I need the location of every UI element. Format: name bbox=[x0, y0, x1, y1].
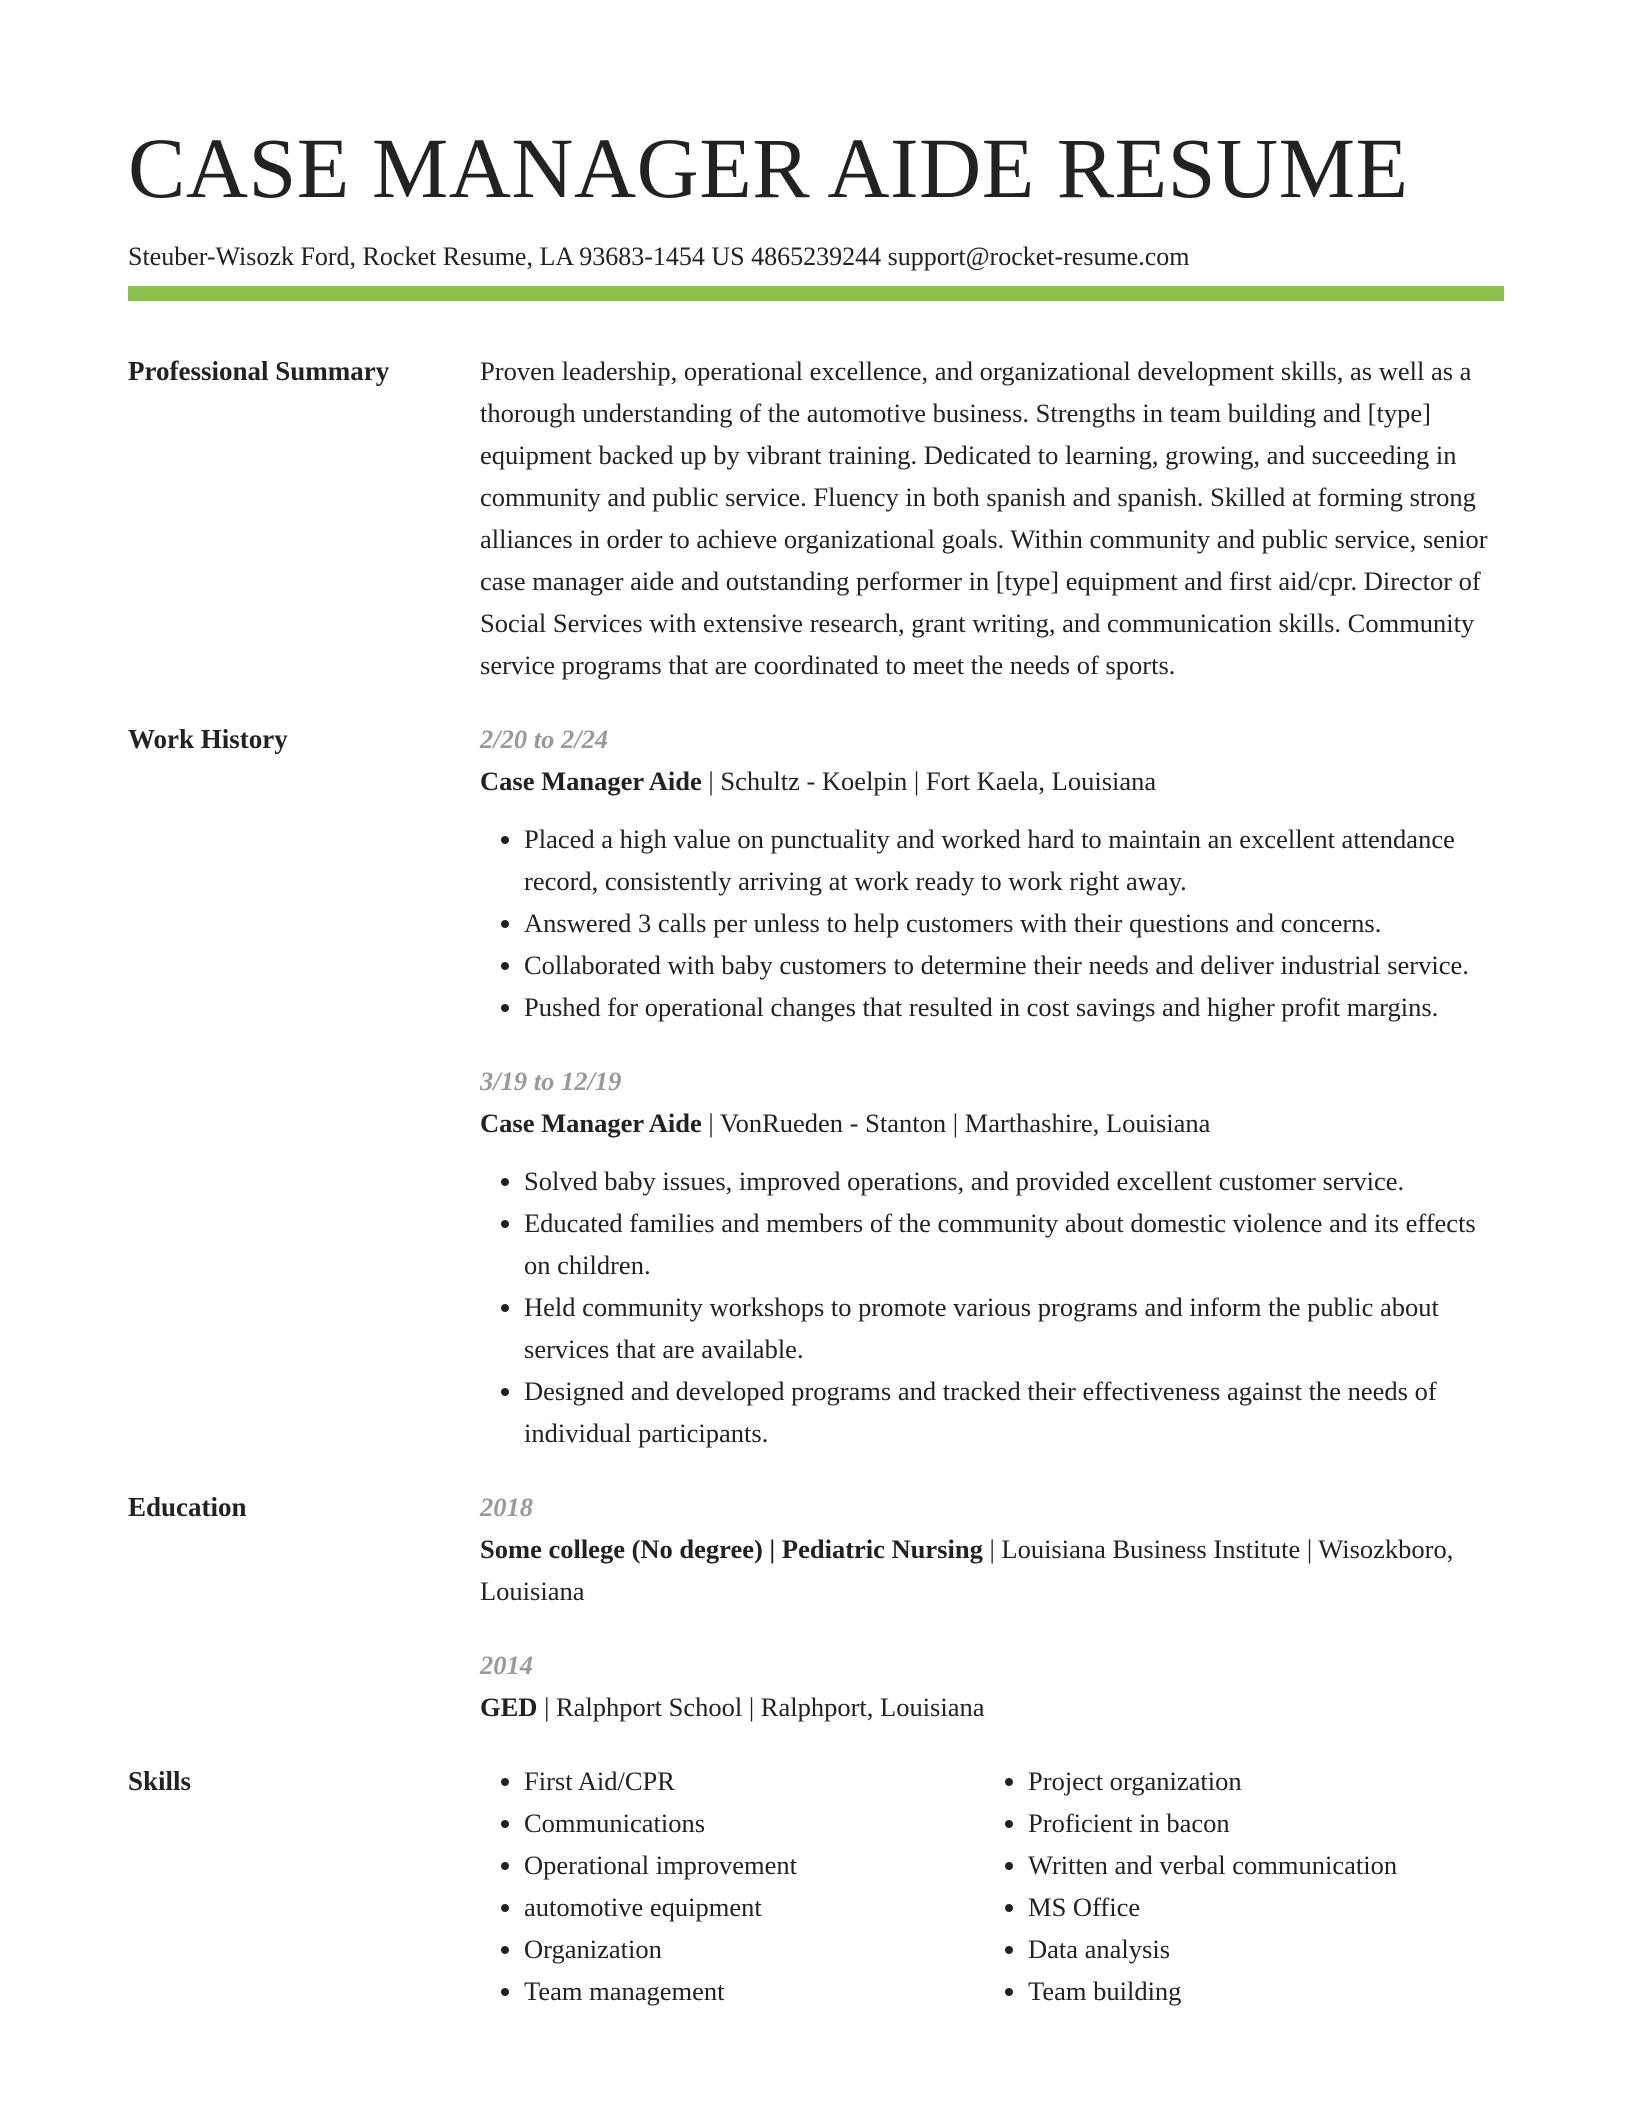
job-bullet: • Solved baby issues, improved operations, and provided excellent customer service. bbox=[524, 1160, 1504, 1202]
education-heading: Education bbox=[128, 1492, 247, 1522]
job-bullet: • Designed and developed programs and tracked their effectiveness against the needs of individual participants. bbox=[524, 1370, 1504, 1454]
job-dates: 3/19 to 12/19 bbox=[480, 1066, 622, 1096]
job-header bbox=[480, 760, 1504, 802]
education-entry bbox=[480, 1644, 1504, 1728]
work-history-body bbox=[480, 718, 1504, 1454]
job-bullet: • Held community workshops to promote various programs and inform the public about services that are available. bbox=[524, 1286, 1504, 1370]
skill-item: • MS Office bbox=[1028, 1886, 1488, 1928]
job-bullet: • Placed a high value on punctuality and worked hard to maintain an excellent attendance record, consistently arriving at work ready to work right away. bbox=[524, 818, 1504, 902]
job-details: | Schultz - Koelpin | Fort Kaela, Louisiana bbox=[701, 766, 1157, 796]
job-header bbox=[480, 1102, 1504, 1144]
job-dates: 2/20 to 2/24 bbox=[480, 724, 609, 754]
skills-list bbox=[480, 1760, 984, 2012]
education-degree: Some college (No degree) | Pediatric Nursing bbox=[480, 1534, 983, 1564]
education-year: 2018 bbox=[480, 1492, 533, 1522]
summary-text: Proven leadership, operational excellence, and organizational development skills, as well as a thorough understanding of the automotive business. Strengths in team building and [type] equipment backed up by vibrant training. Dedicated to learning, growing, and succeeding in community and public service. Fluency in both spanish and spanish. Skilled at forming strong alliances in order to achieve organizational goals. Within community and public service, senior case manager aide and outstanding performer in [type] equipment and first aid/cpr. Director of Social Services with extensive research, grant writing, and communication skills. Community service programs that are coordinated to meet the needs of sports. bbox=[480, 356, 1488, 680]
education-header bbox=[480, 1528, 1504, 1612]
work-history-section bbox=[128, 718, 1504, 1454]
education-degree: GED bbox=[480, 1692, 538, 1722]
skill-item: • Operational improvement bbox=[524, 1844, 984, 1886]
skill-item: • Written and verbal communication bbox=[1028, 1844, 1488, 1886]
skills-list bbox=[984, 1760, 1488, 2012]
summary-body bbox=[480, 350, 1504, 686]
resume-sections bbox=[128, 350, 1504, 2012]
summary-section bbox=[128, 350, 1504, 686]
job-details: | VonRueden - Stanton | Marthashire, Louisiana bbox=[701, 1108, 1211, 1138]
resume-title: CASE MANAGER AIDE RESUME bbox=[128, 120, 1409, 216]
skill-item: • Proficient in bacon bbox=[1028, 1802, 1488, 1844]
education-section bbox=[128, 1486, 1504, 1728]
skill-item: • automotive equipment bbox=[524, 1886, 984, 1928]
education-header bbox=[480, 1686, 1504, 1728]
skill-item: • Organization bbox=[524, 1928, 984, 1970]
job-bullets bbox=[480, 818, 1504, 1028]
skills-section bbox=[128, 1760, 1504, 2012]
skill-item: • Data analysis bbox=[1028, 1928, 1488, 1970]
skill-item: • Team management bbox=[524, 1970, 984, 2012]
work-history-heading: Work History bbox=[128, 724, 288, 754]
job-entry bbox=[480, 1060, 1504, 1454]
resume-header bbox=[128, 118, 1504, 274]
education-body bbox=[480, 1486, 1504, 1728]
skill-item: • Project organization bbox=[1028, 1760, 1488, 1802]
accent-divider bbox=[128, 286, 1504, 301]
job-bullet: • Pushed for operational changes that resulted in cost savings and higher profit margins. bbox=[524, 986, 1504, 1028]
skills-columns bbox=[480, 1760, 1504, 2012]
skill-item: • First Aid/CPR bbox=[524, 1760, 984, 1802]
skills-column-right bbox=[984, 1760, 1488, 2012]
education-details: | Louisiana Business Institute | Wisozkboro, Louisiana bbox=[480, 1534, 1454, 1606]
job-bullet: • Answered 3 calls per unless to help customers with their questions and concerns. bbox=[524, 902, 1504, 944]
job-bullet: • Collaborated with baby customers to determine their needs and deliver industrial service. bbox=[524, 944, 1504, 986]
job-title: Case Manager Aide bbox=[480, 766, 702, 796]
education-year: 2014 bbox=[480, 1650, 533, 1680]
skills-body bbox=[480, 1760, 1504, 2012]
skills-heading: Skills bbox=[128, 1766, 192, 1796]
summary-heading: Professional Summary bbox=[128, 356, 390, 386]
education-entry bbox=[480, 1486, 1504, 1612]
skill-item: • Communications bbox=[524, 1802, 984, 1844]
job-bullet: • Educated families and members of the community about domestic violence and its effects on children. bbox=[524, 1202, 1504, 1286]
job-entry bbox=[480, 718, 1504, 1028]
contact-line: Steuber-Wisozk Ford, Rocket Resume, LA 93683-1454 US 4865239244 support@rocket-resume.com bbox=[128, 242, 1190, 271]
skill-item: • Team building bbox=[1028, 1970, 1488, 2012]
skills-column-left bbox=[480, 1760, 984, 2012]
job-bullets bbox=[480, 1160, 1504, 1454]
education-details: | Ralphport School | Ralphport, Louisiana bbox=[537, 1692, 985, 1722]
job-title: Case Manager Aide bbox=[480, 1108, 702, 1138]
